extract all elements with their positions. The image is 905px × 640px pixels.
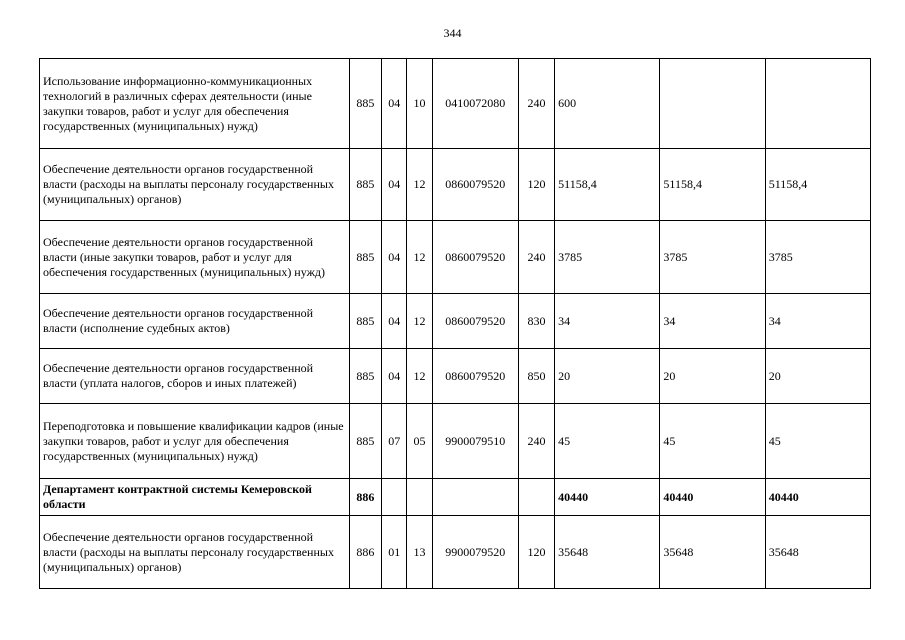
section-code: 04 xyxy=(382,221,407,294)
subsection-code: 10 xyxy=(407,59,432,149)
section-code: 01 xyxy=(382,516,407,589)
subsection-code: 12 xyxy=(407,221,432,294)
expense-type: 120 xyxy=(518,149,554,221)
section-code: 04 xyxy=(382,349,407,404)
dept-code: 885 xyxy=(349,221,381,294)
subsection-code: 12 xyxy=(407,149,432,221)
amount-1: 3785 xyxy=(555,221,660,294)
amount-1: 20 xyxy=(555,349,660,404)
expense-type: 240 xyxy=(518,221,554,294)
amount-2: 34 xyxy=(660,294,765,349)
target-article: 0860079520 xyxy=(432,349,518,404)
row-name: Департамент контрактной системы Кемеровской области xyxy=(40,479,350,516)
target-article: 0860079520 xyxy=(432,294,518,349)
target-article: 0410072080 xyxy=(432,59,518,149)
amount-3: 20 xyxy=(765,349,870,404)
table-row xyxy=(40,221,871,294)
amount-2: 51158,4 xyxy=(660,149,765,221)
row-name: Обеспечение деятельности органов государственной власти (уплата налогов, сборов и иных платежей) xyxy=(40,349,350,404)
section-code xyxy=(382,479,407,516)
dept-code: 885 xyxy=(349,349,381,404)
amount-3: 40440 xyxy=(765,479,870,516)
dept-code: 886 xyxy=(349,516,381,589)
table-row xyxy=(40,479,871,516)
dept-code: 885 xyxy=(349,294,381,349)
subsection-code: 12 xyxy=(407,294,432,349)
target-article: 0860079520 xyxy=(432,149,518,221)
budget-table xyxy=(39,58,871,589)
amount-2: 45 xyxy=(660,404,765,479)
table-row xyxy=(40,516,871,589)
expense-type: 830 xyxy=(518,294,554,349)
amount-1: 40440 xyxy=(555,479,660,516)
page-number: 344 xyxy=(443,26,462,40)
dept-code: 885 xyxy=(349,404,381,479)
amount-3: 34 xyxy=(765,294,870,349)
row-name: Обеспечение деятельности органов государственной власти (расходы на выплаты персоналу государственных (муниципальных) органов) xyxy=(40,516,350,589)
target-article: 9900079520 xyxy=(432,516,518,589)
row-name: Обеспечение деятельности органов государственной власти (исполнение судебных актов) xyxy=(40,294,350,349)
amount-3: 35648 xyxy=(765,516,870,589)
row-name: Обеспечение деятельности органов государственной власти (иные закупки товаров, работ и услуг для обеспечения государственных (муниципальных) нужд) xyxy=(40,221,350,294)
amount-3: 3785 xyxy=(765,221,870,294)
amount-1: 600 xyxy=(555,59,660,149)
subsection-code: 12 xyxy=(407,349,432,404)
amount-3: 45 xyxy=(765,404,870,479)
expense-type: 240 xyxy=(518,404,554,479)
amount-1: 34 xyxy=(555,294,660,349)
expense-type xyxy=(518,479,554,516)
amount-3: 51158,4 xyxy=(765,149,870,221)
table-row xyxy=(40,59,871,149)
table-row xyxy=(40,404,871,479)
subsection-code: 13 xyxy=(407,516,432,589)
section-code: 07 xyxy=(382,404,407,479)
table-row xyxy=(40,349,871,404)
expense-type: 120 xyxy=(518,516,554,589)
dept-code: 885 xyxy=(349,59,381,149)
amount-1: 51158,4 xyxy=(555,149,660,221)
target-article xyxy=(432,479,518,516)
amount-1: 35648 xyxy=(555,516,660,589)
table-row xyxy=(40,149,871,221)
amount-2 xyxy=(660,59,765,149)
dept-code: 886 xyxy=(349,479,381,516)
row-name: Обеспечение деятельности органов государственной власти (расходы на выплаты персоналу государственных (муниципальных) органов) xyxy=(40,149,350,221)
subsection-code: 05 xyxy=(407,404,432,479)
amount-2: 35648 xyxy=(660,516,765,589)
dept-code: 885 xyxy=(349,149,381,221)
amount-2: 20 xyxy=(660,349,765,404)
subsection-code xyxy=(407,479,432,516)
section-code: 04 xyxy=(382,294,407,349)
target-article: 9900079510 xyxy=(432,404,518,479)
amount-3 xyxy=(765,59,870,149)
row-name: Переподготовка и повышение квалификации кадров (иные закупки товаров, работ и услуг для обеспечения государственных (муниципальных) нужд) xyxy=(40,404,350,479)
target-article: 0860079520 xyxy=(432,221,518,294)
table-row xyxy=(40,294,871,349)
amount-1: 45 xyxy=(555,404,660,479)
expense-type: 850 xyxy=(518,349,554,404)
amount-2: 3785 xyxy=(660,221,765,294)
row-name: Использование информационно-коммуникационных технологий в различных сферах деятельности (иные закупки товаров, работ и услуг для обеспечения государственных (муниципальных) нужд) xyxy=(40,59,350,149)
section-code: 04 xyxy=(382,149,407,221)
section-code: 04 xyxy=(382,59,407,149)
amount-2: 40440 xyxy=(660,479,765,516)
expense-type: 240 xyxy=(518,59,554,149)
